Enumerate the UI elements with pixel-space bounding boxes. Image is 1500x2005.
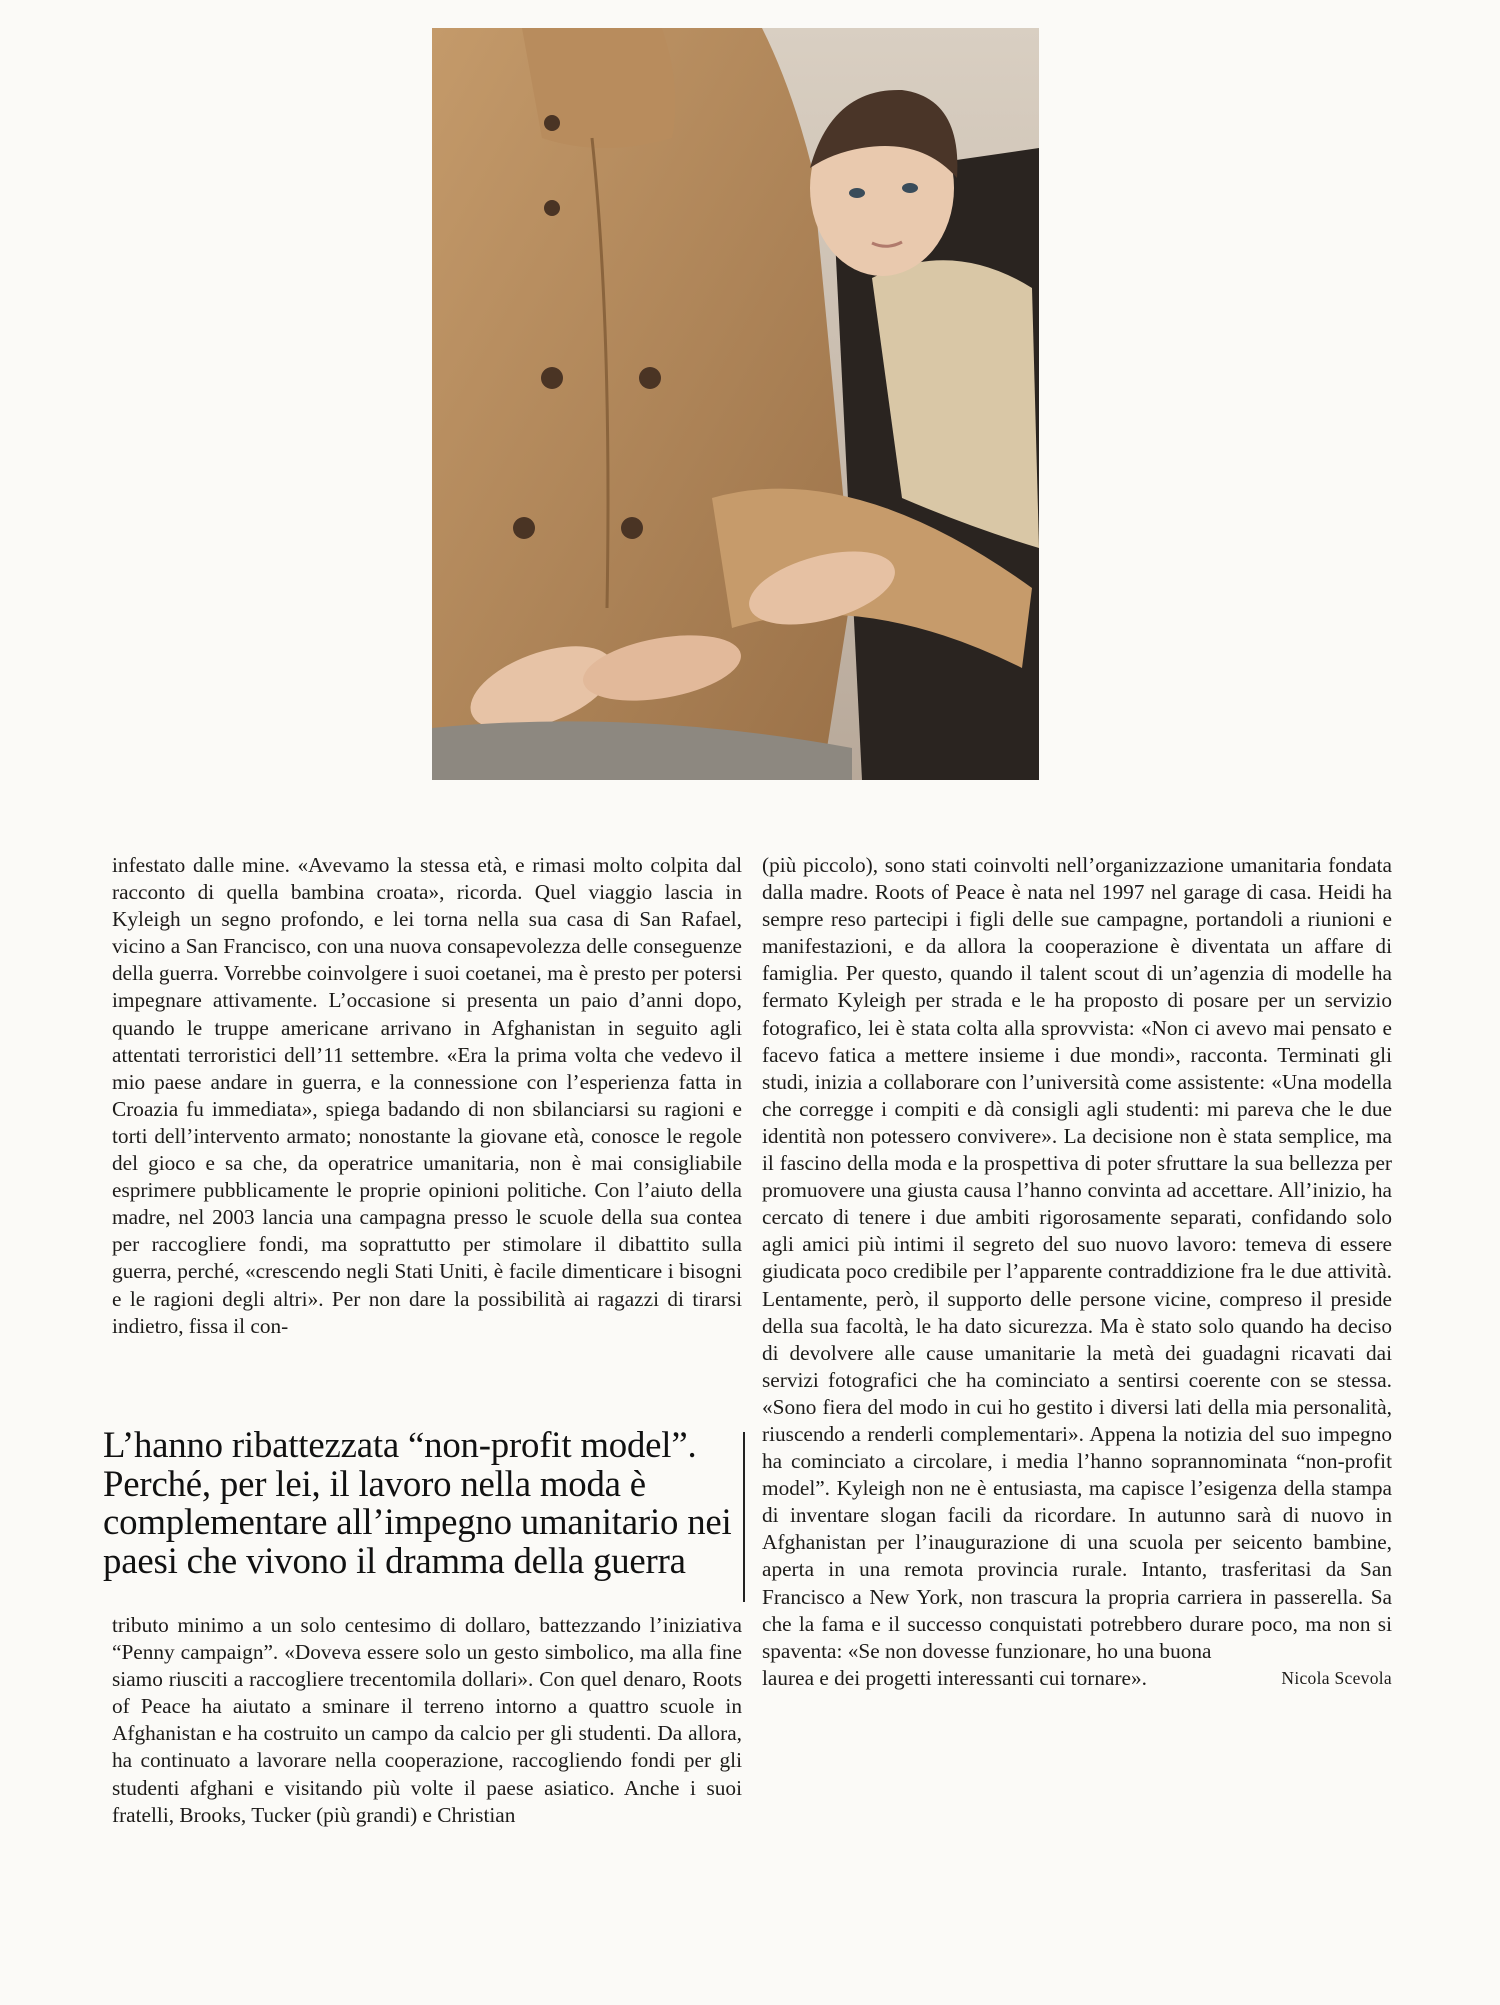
article-column-right bbox=[762, 852, 1392, 1692]
body-text: (più piccolo), sono stati coinvolti nell’organizzazione umanitaria fondata dalla madre. Roots of Peace è nata nel 1997 nel garage di casa. Heidi ha sempre reso partecipi i figli delle sue campagne, portandoli a riunioni e manifestazioni, e da allora la cooperazione è diventata un affare di famiglia. Per questo, quando il talent scout di un’agenzia di modelle ha fermato Kyleigh per strada e le ha proposto di posare per un servizio fotografico, lei è stata colta alla sprovvista: «Non ci avevo mai pensato e facevo fatica a mettere insieme i due mondi», racconta. Terminati gli studi, inizia a collaborare con l’università come assistente: «Una modella che corregge i compiti e dà consigli agli studenti: mi pareva che le due identità non potessero convivere». La decisione non è stata semplice, ma il fascino della moda e la prospettiva di poter sfruttare la sua bellezza per promuovere una giusta causa l’hanno convinta ad accettare. All’inizio, ha cercato di tenere i due ambiti rigorosamente separati, confidando solo agli amici più intimi il segreto del suo nuovo lavoro: temeva di essere giudicata poco credibile per l’apparente contraddizione fra le due attività. Lentamente, però, il supporto delle persone vicine, compreso il preside della sua facoltà, le ha dato sicurezza. Ma è stato solo quando ha deciso di devolvere alle cause umanitarie la metà dei guadagni ricavati dai servizi fotografici che ha cominciato a sentirsi coerente con se stessa. «Sono fiera del modo in cui ho gestito i diversi lati della mia personalità, riuscendo a renderli complementari». Appena la notizia del suo impegno ha cominciato a circolare, i media l’hanno soprannominata “non-profit model”. Kyleigh non ne è entusiasta, ma capisce l’esigenza della stampa di inventare slogan facili da ricordare. In autunno sarà di nuovo in Afghanistan per l’inaugurazione di una scuola per seicento bambine, aperta in una remota provincia rurale. Intanto, trasferitasi da San Francisco a New York, non trascura la propria carriera in passerella. Sa che la fama e il successo conquistati potrebbero durare poco, ma non si spaventa: «Se non dovesse funzionare, ho una buona bbox=[762, 853, 1392, 1663]
article-column-left-top bbox=[112, 852, 742, 1340]
closing-text: laurea e dei progetti interessanti cui tornare». bbox=[762, 1665, 1147, 1690]
article-column-left-bottom bbox=[112, 1612, 742, 1829]
author-byline: Nicola Scevola bbox=[1281, 1667, 1392, 1688]
photo-illustration bbox=[432, 28, 1039, 780]
pull-quote: L’hanno ribattezzata “non-profit model”. Perché, per lei, il lavoro nella moda è complementare all’impegno umanitario nei paesi che vivono il dramma della guerra bbox=[103, 1424, 732, 1581]
body-text: infestato dalle mine. «Avevamo la stessa età, e rimasi molto colpita dal racconto di quella bambina croata», ricorda. Quel viaggio lascia in Kyleigh un segno profondo, e lei torna nella sua casa di San Rafael, vicino a San Francisco, con una nuova consapevolezza delle conseguenze della guerra. Vorrebbe coinvolgere i suoi coetanei, ma è presto per potersi impegnare attivamente. L’occasione si presenta un paio d’anni dopo, quando le truppe americane arrivano in Afghanistan in seguito agli attentati terroristici dell’11 settembre. «Era la prima volta che vedevo il mio paese andare in guerra, e la connessione con l’esperienza fatta in Croazia fu immediata», spiega badando di non sbilanciarsi su ragioni e torti dell’intervento armato; nonostante la giovane età, conosce le regole del gioco e sa che, da operatrice umanitaria, non è mai consigliabile esprimere pubblicamente le proprie opinioni politiche. Con l’aiuto della madre, nel 2003 lancia una campagna presso le scuole della sua contea per raccogliere fondi, ma soprattutto per stimolare il dibattito sulla guerra, perché, «crescendo negli Stati Uniti, è facile dimenticare i bisogni e le ragioni degli altri». Per non dare la possibilità ai ragazzi di tirarsi indietro, fissa il con- bbox=[112, 853, 742, 1338]
pull-quote-rule bbox=[743, 1432, 745, 1602]
body-text: tributo minimo a un solo centesimo di dollaro, battezzando l’iniziativa “Penny campaign”. «Doveva essere solo un gesto simbolico, ma alla fine siamo riusciti a raccogliere trecentomila dollari». Con quel denaro, Roots of Peace ha aiutato a sminare il terreno intorno a quattro scuole in Afghanistan e ha costruito un campo da calcio per gli studenti. Da allora, ha continuato a lavorare nella cooperazione, raccogliendo fondi per gli studenti afghani e visitando più volte il paese asiatico. Anche i suoi fratelli, Brooks, Tucker (più grandi) e Christian bbox=[112, 1613, 742, 1827]
closing-line bbox=[762, 1665, 1392, 1692]
article-photo bbox=[432, 28, 1039, 780]
